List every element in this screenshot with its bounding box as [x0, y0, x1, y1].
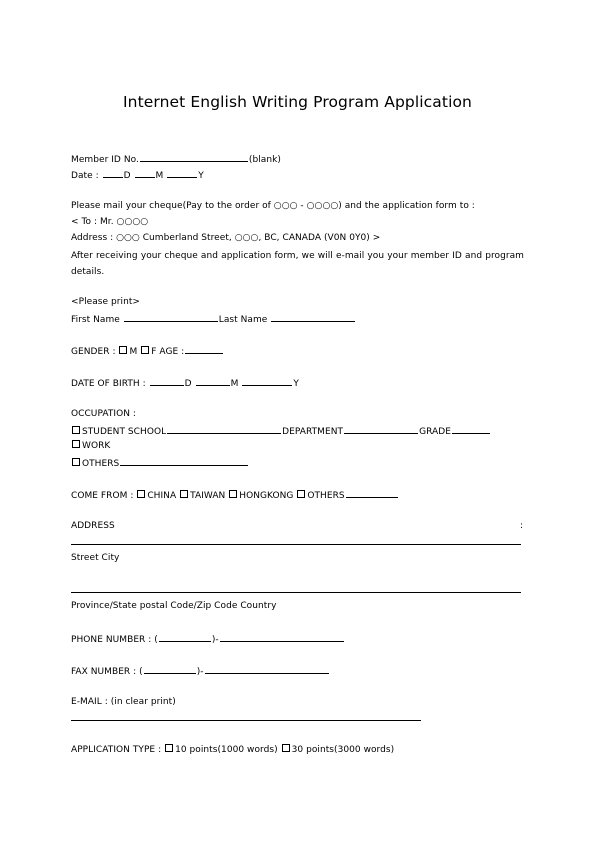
last-name-field[interactable]: [271, 312, 355, 322]
phone-area-code-field[interactable]: [159, 632, 211, 642]
application-type-10-checkbox[interactable]: [165, 744, 173, 752]
come-from-others-checkbox[interactable]: [297, 490, 305, 498]
address-line-1[interactable]: [71, 544, 521, 545]
application-type-30-label: 30 points(3000 words): [291, 745, 395, 755]
date-year-field[interactable]: [167, 168, 197, 178]
gender-male-checkbox[interactable]: [119, 346, 127, 354]
department-label: DEPARTMENT: [282, 427, 344, 437]
mail-address: Address : ○○○ Cumberland Street, ○○○, BC, CANADA (V0N 0Y0) >: [71, 233, 381, 243]
email-field[interactable]: [71, 720, 421, 721]
phone-close-paren: )-: [211, 635, 219, 645]
dob-row: [71, 376, 299, 390]
occupation-work-label: WORK: [82, 441, 111, 451]
phone-label: PHONE NUMBER :: [71, 635, 152, 645]
last-name-label: Last Name: [218, 315, 268, 325]
street-city-label: Street City: [71, 553, 120, 563]
address-colon: :: [520, 521, 524, 531]
come-from-row: [71, 488, 399, 502]
dob-label: DATE OF BIRTH :: [71, 379, 146, 389]
first-name-field[interactable]: [124, 312, 218, 322]
come-from-taiwan-checkbox[interactable]: [180, 490, 188, 498]
occupation-others-row: [71, 456, 249, 470]
dob-year-field[interactable]: [242, 376, 292, 386]
dob-day-label: D: [184, 379, 192, 389]
come-from-china-label: CHINA: [147, 491, 177, 501]
department-field[interactable]: [344, 424, 418, 434]
member-id-field[interactable]: [140, 152, 248, 162]
date-day-field[interactable]: [103, 168, 123, 178]
age-label: AGE :: [159, 347, 185, 357]
name-row: [71, 312, 356, 326]
occupation-others-checkbox[interactable]: [72, 458, 80, 466]
occupation-student-label: STUDENT SCHOOL: [82, 427, 167, 437]
dob-month-field[interactable]: [196, 376, 230, 386]
fax-close-paren: )-: [196, 667, 204, 677]
date-label: Date :: [71, 171, 99, 181]
date-year-label: Y: [198, 171, 204, 181]
fax-number-field[interactable]: [205, 664, 329, 674]
mail-recipient: < To : Mr. ○○○○: [71, 217, 149, 227]
age-field[interactable]: [185, 344, 223, 354]
occupation-student-row: [71, 424, 491, 438]
date-day-label: D: [123, 171, 131, 181]
fax-label: FAX NUMBER :: [71, 667, 137, 677]
dob-year-label: Y: [293, 379, 299, 389]
gender-male-label: M: [129, 347, 138, 357]
grade-field[interactable]: [452, 424, 490, 434]
come-from-others-label: OTHERS: [307, 491, 345, 501]
occupation-label: OCCUPATION :: [71, 409, 137, 419]
please-print-note: <Please print>: [71, 297, 140, 307]
come-from-label: COME FROM :: [71, 491, 134, 501]
page-title: Internet English Writing Program Application: [123, 93, 472, 111]
fax-area-code-field[interactable]: [144, 664, 196, 674]
member-id-label: Member ID No.: [71, 155, 139, 165]
dob-day-field[interactable]: [150, 376, 184, 386]
phone-open-paren: (: [154, 635, 158, 645]
occupation-student-checkbox[interactable]: [72, 426, 80, 434]
application-type-30-checkbox[interactable]: [282, 744, 290, 752]
address-line-2[interactable]: [71, 592, 521, 593]
occupation-others-label: OTHERS: [82, 459, 120, 469]
gender-row: [71, 344, 224, 358]
phone-number-field[interactable]: [220, 632, 344, 642]
date-month-label: M: [155, 171, 164, 181]
date-row: [71, 168, 204, 182]
date-month-field[interactable]: [135, 168, 155, 178]
mail-instructions: Please mail your cheque(Pay to the order of ○○○ - ○○○○) and the application form to :: [71, 201, 475, 211]
phone-row: [71, 632, 345, 646]
address-label: ADDRESS: [71, 521, 115, 531]
occupation-work-row: [71, 440, 110, 452]
occupation-work-checkbox[interactable]: [72, 440, 80, 448]
member-id-note: (blank): [248, 155, 281, 165]
application-type-10-label: 10 points(1000 words): [175, 745, 278, 755]
come-from-hongkong-checkbox[interactable]: [229, 490, 237, 498]
member-id-row: [71, 152, 281, 166]
come-from-taiwan-label: TAIWAN: [190, 491, 226, 501]
fax-open-paren: (: [139, 667, 143, 677]
province-label: Province/State postal Code/Zip Code Country: [71, 601, 277, 611]
first-name-label: First Name: [71, 315, 120, 325]
dob-month-label: M: [230, 379, 239, 389]
come-from-others-field[interactable]: [346, 488, 398, 498]
gender-female-checkbox[interactable]: [141, 346, 149, 354]
fax-row: [71, 664, 330, 678]
school-field[interactable]: [167, 424, 281, 434]
application-type-label: APPLICATION TYPE :: [71, 745, 162, 755]
application-type-row: [71, 744, 394, 756]
occupation-others-field[interactable]: [120, 456, 248, 466]
come-from-hongkong-label: HONGKONG: [239, 491, 294, 501]
come-from-china-checkbox[interactable]: [137, 490, 145, 498]
grade-label: GRADE: [419, 427, 451, 437]
gender-label: GENDER :: [71, 347, 116, 357]
gender-female-label: F: [151, 347, 157, 357]
email-label: E-MAIL : (in clear print): [71, 697, 176, 707]
mail-after-note: After receiving your cheque and application form, we will e-mail you your member ID and program details.: [71, 251, 524, 277]
